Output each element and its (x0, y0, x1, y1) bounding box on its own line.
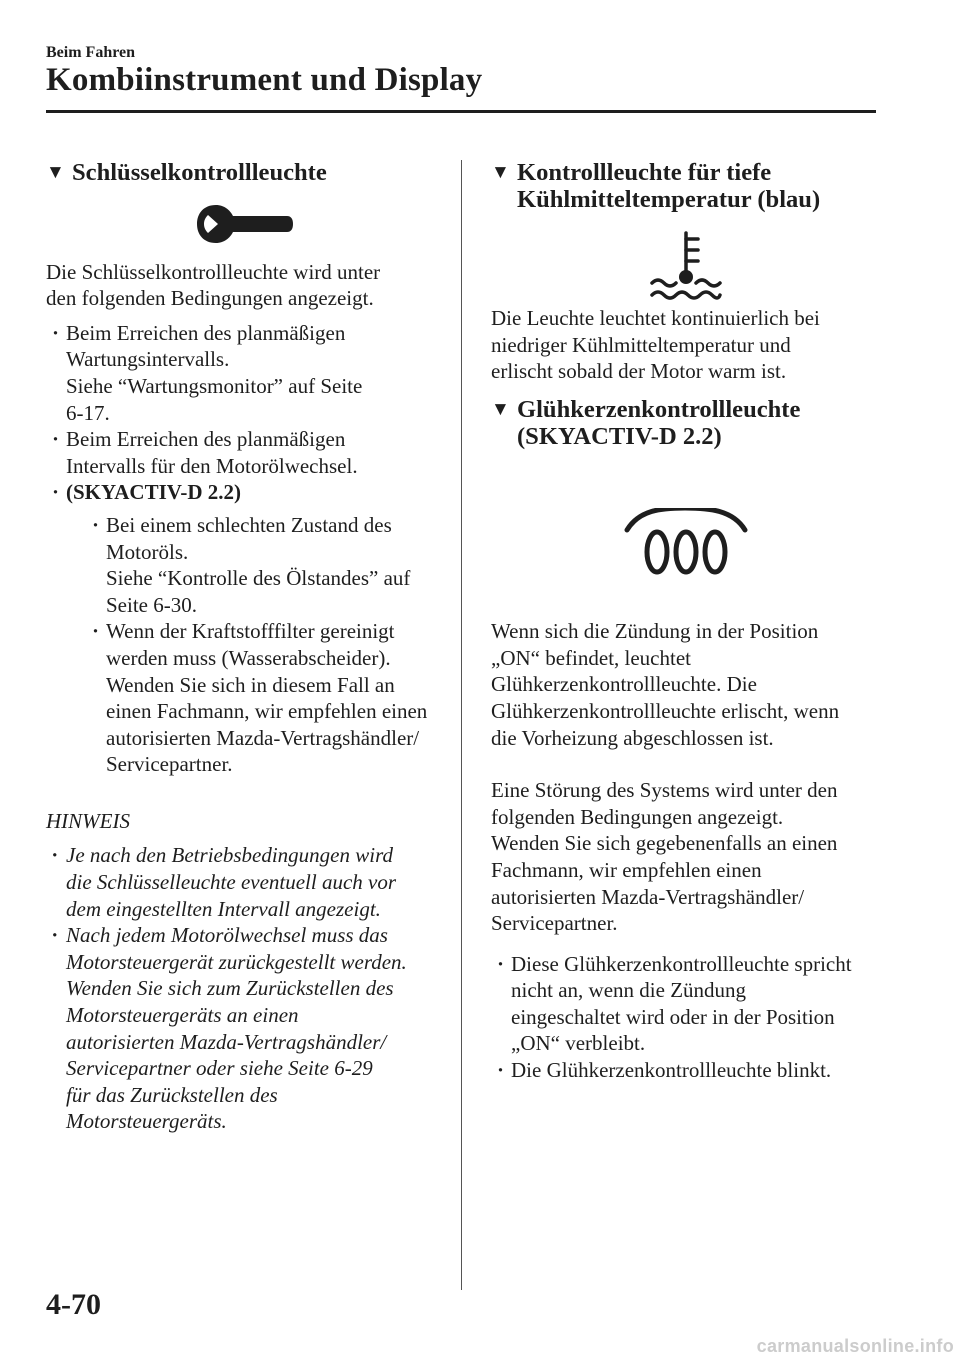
left-column (46, 160, 441, 1135)
glow-plug-icon (621, 508, 751, 578)
triangle-marker-icon: ▼ (46, 162, 65, 183)
key-condition-list (46, 320, 441, 778)
list-item: · Die Glühkerzenkontrollleuchte blinkt. (497, 1058, 832, 1083)
key-indicator-heading (46, 160, 441, 187)
note-list (46, 842, 441, 1135)
bullet-dot-icon: · (497, 951, 505, 976)
right-column (491, 160, 881, 1084)
list-item: · Beim Erreichen des planmäßigen Wartungsintervalls. Siehe “Wartungsmonitor” auf Seite 6-17. (52, 320, 363, 425)
triangle-marker-icon: ▼ (491, 162, 510, 183)
list-item: · Nach jedem Motorölwechsel muss das Motorsteuergerät zurückgestellt werden. Wenden Sie sich zum Zurückstellen des Motorsteuergeräts an einen autorisierten Mazda-Vertragshändler/ Servicepartner oder siehe Seite 6-29 für das Zurückstellen des Motorsteuergeräts. (52, 923, 407, 1134)
coolant-temperature-icon (646, 229, 726, 301)
wrench-icon-container (46, 201, 441, 247)
glow-plug-icon-container (491, 508, 881, 578)
key-intro-text: Die Schlüsselkontrollleuchte wird unter den folgenden Bedingungen angezeigt. (46, 259, 381, 311)
coolant-description: Die Leuchte leuchtet kontinuierlich bei niedriger Kühlmitteltemperatur und erlischt sobald der Motor warm ist. (491, 306, 820, 384)
coolant-icon-container (491, 229, 881, 301)
bullet-dot-icon: · (52, 480, 60, 505)
page-number: 4-70 (46, 1288, 101, 1321)
wrench-icon (194, 201, 294, 247)
list-item: · (SKYACTIV-D 2.2) · Bei einem schlechten Zustand des Motoröls. Siehe “Kontrolle des Ölstandes” auf Seite 6-30. · Wenn der Kraftstofffilter gereinigt werden muss (Wasserabscheider). Wenden Sie sich in diesem Fall an einen Fachmann, wir empfehlen einen autorisierten Mazda-Vertragshändler/ Servicepartner. (46, 479, 441, 778)
list-item: · Bei einem schlechten Zustand des Motoröls. Siehe “Kontrolle des Ölstandes” auf Seite 6-30. (92, 512, 411, 617)
bullet-dot-icon: · (92, 512, 100, 537)
bullet-dot-icon: · (52, 320, 60, 345)
section-label: Beim Fahren (46, 44, 136, 61)
list-item: · Beim Erreichen des planmäßigen Intervalls für den Motorölwechsel. (52, 427, 358, 478)
triangle-marker-icon: ▼ (491, 398, 510, 420)
bullet-dot-icon: · (52, 843, 58, 868)
glow-plug-indicator-heading: ▼ Glühkerzenkontrollleuchte (SKYACTIV-D 2.2) (491, 395, 801, 450)
list-item: · Wenn der Kraftstofffilter gereinigt werden muss (Wasserabscheider). Wenden Sie sich in diesem Fall an einen Fachmann, wir empfehlen einen autorisierten Mazda-Vertragshändler/ Servicepartner. (92, 619, 428, 777)
column-divider (461, 160, 462, 1290)
glow-plug-description: Wenn sich die Zündung in der Position „ON“ befindet, leuchtet Glühkerzenkontrollleuchte. Die Glühkerzenkontrollleuchte erlischt, wenn die Vorheizung abgeschlossen ist. (491, 619, 840, 750)
list-item: · Je nach den Betriebsbedingungen wird die Schlüsselleuchte eventuell auch vor dem eingestellten Intervall angezeigt. (52, 843, 397, 921)
bullet-dot-icon: · (52, 427, 60, 452)
heading-line: Schlüsselkontrollleuchte (72, 159, 327, 186)
fault-condition-list (491, 951, 881, 1084)
note-title: HINWEIS (46, 808, 130, 833)
header-divider (46, 110, 876, 113)
footer-watermark: carmanualsonline.info (756, 1336, 954, 1356)
list-item: · Diese Glühkerzenkontrollleuchte spricht nicht an, wenn die Zündung eingeschaltet wird oder in der Position „ON“ verbleibt. (497, 951, 852, 1056)
bullet-dot-icon: · (497, 1058, 505, 1083)
coolant-indicator-heading: ▼ Kontrollleuchte für tiefe Kühlmitteltemperatur (blau) (491, 159, 821, 213)
page-title: Kombiinstrument und Display (46, 62, 483, 98)
fault-description: Eine Störung des Systems wird unter den folgenden Bedingungen angezeigt. Wenden Sie sich gegebenenfalls an einen Fachmann, wir empfehlen einen autorisierten Mazda-Vertragshändler/ Servicepartner. (491, 778, 838, 936)
bullet-dot-icon: · (52, 923, 58, 948)
bullet-dot-icon: · (92, 619, 100, 644)
diesel-sub-list (66, 512, 441, 778)
